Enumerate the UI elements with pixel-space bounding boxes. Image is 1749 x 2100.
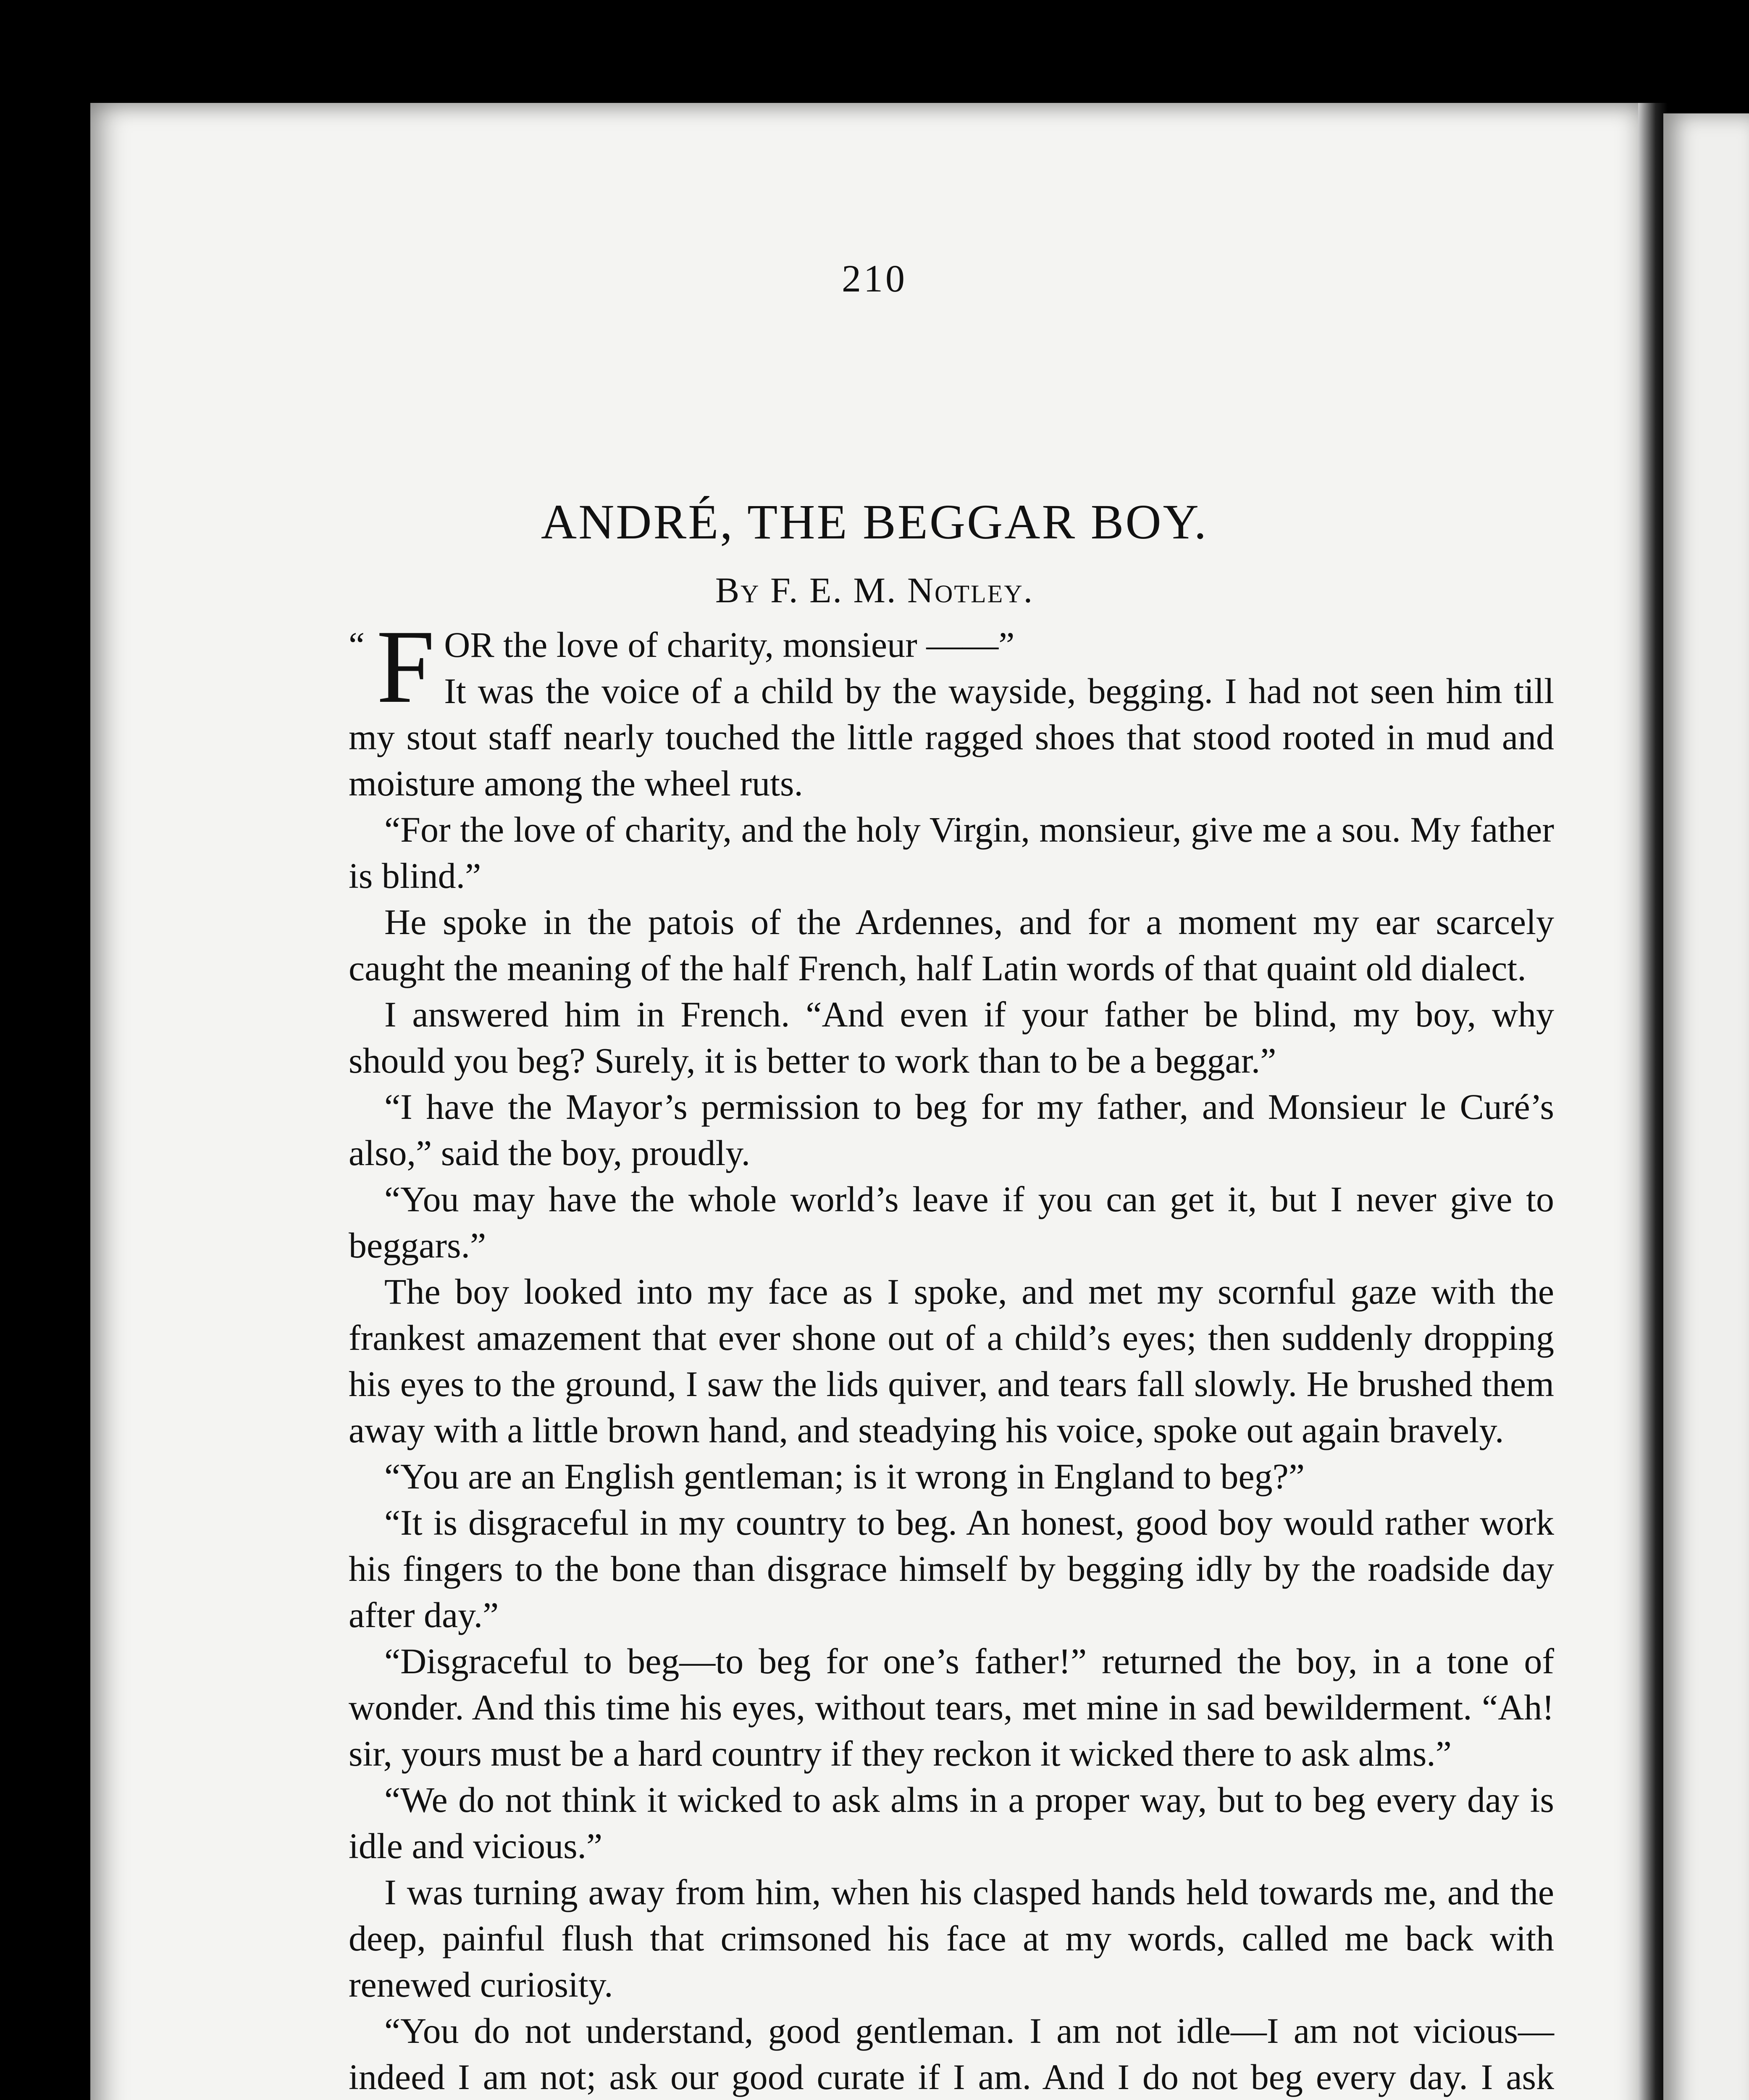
paragraph-7: The boy looked into my face as I spoke, and met my scornful gaze with the frankest amazement that ever shone out of a child’s eyes; then suddenly dropping his eyes to the ground, I saw the lids quiver, and tears fall slowly. He brushed them away with a little brown hand, and steadying his voice, spoke out again bravely. xyxy=(349,1271,1554,1450)
paragraph-5: “I have the Mayor’s permission to beg for my father, and Monsieur le Curé’s also,” said the boy, proudly. xyxy=(349,1087,1554,1173)
paragraph-10: “Disgraceful to beg—to beg for one’s father!” returned the boy, in a tone of wonder. And this time his eyes, without tears, met mine in sad bewilderment. “Ah! sir, yours must be a hard country if they reckon it wicked there to ask alms.” xyxy=(349,1641,1554,1774)
paragraph-9: “It is disgraceful in my country to beg. An honest, good boy would rather work his fingers to the bone than disgrace himself by begging idly by the roadside day after day.” xyxy=(349,1502,1554,1635)
facing-page-edge xyxy=(1663,113,1749,2100)
paragraph-12: I was turning away from him, when his clasped hands held towards me, and the deep, painful flush that crimsoned his face at my words, called me back with renewed curiosity. xyxy=(349,1872,1554,2005)
paragraph-3: He spoke in the patois of the Ardennes, and for a moment my ear scarcely caught the meaning of the half French, half Latin words of that quaint old dialect. xyxy=(349,902,1554,988)
opening-quote-mark: “ xyxy=(349,625,365,665)
paragraph-2: “For the love of charity, and the holy Virgin, monsieur, give me a sou. My father is blind.” xyxy=(349,809,1554,896)
drop-cap: F xyxy=(376,609,435,725)
story-body xyxy=(349,609,1554,2100)
story-byline: By F. E. M. Notley. xyxy=(715,570,1034,610)
opening-line: OR the love of charity, monsieur ——” xyxy=(444,625,1015,665)
paragraph-8: “You are an English gentleman; is it wrong in England to beg?” xyxy=(384,1456,1305,1496)
page-number: 210 xyxy=(842,257,907,300)
story-opening xyxy=(349,609,1554,806)
paragraph-6: “You may have the whole world’s leave if you can get it, but I never give to beggars.” xyxy=(349,1179,1554,1265)
story-title: ANDRÉ, THE BEGGAR BOY. xyxy=(541,494,1208,549)
paragraph-11: “We do not think it wicked to ask alms in a proper way, but to beg every day is idle and vicious.” xyxy=(349,1780,1554,1866)
paragraph-4: I answered him in French. “And even if your father be blind, my boy, why should you beg? Surely, it is better to work than to be a beggar.” xyxy=(349,994,1554,1081)
paragraph-1: It was the voice of a child by the wayside, begging. I had not seen him till my stout staff nearly touched the little ragged shoes that stood rooted in mud and moisture among the wheel ruts. xyxy=(349,671,1554,803)
paragraph-13: “You do not understand, good gentleman. I am not idle—I am not vicious—indeed I am not; ask our good curate if I am. And I do not beg every day. I ask xyxy=(349,2011,1554,2097)
